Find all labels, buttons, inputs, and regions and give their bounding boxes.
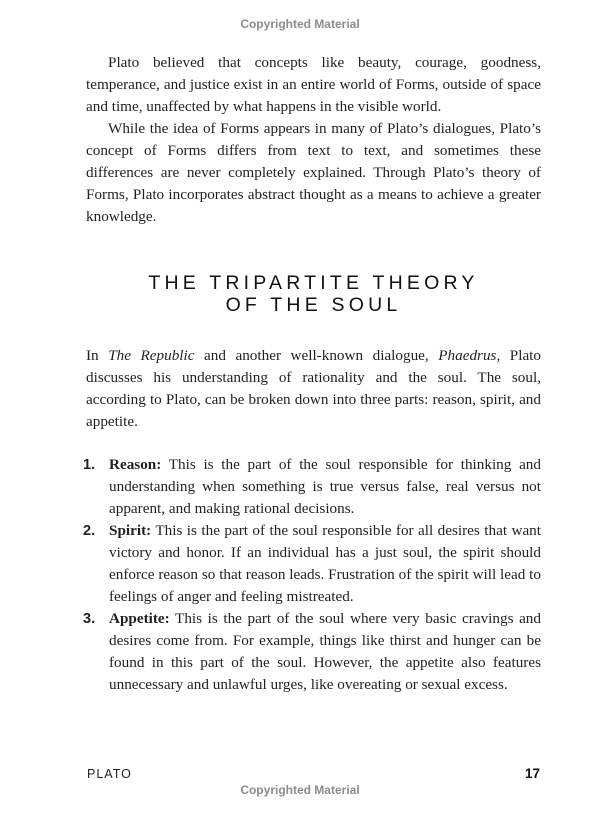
list-number: 2. — [83, 523, 96, 539]
paragraph-forms-concepts: Plato believed that concepts like beauty, courage, goodness, temperance, and justice exist in an entire world of Forms, outside of space and time, unaffected by what happens in the visible world. — [86, 54, 541, 115]
page-spacer — [0, 696, 600, 766]
page-body — [83, 52, 541, 696]
list-number: 1. — [83, 457, 96, 473]
list-term: Appetite: — [109, 610, 170, 627]
intro-text-3: Plato discusses his understanding of rationality and the soul. The soul, according to Plato, can be broken down into three parts: reason, spirit, and appetite. — [86, 347, 541, 430]
list-number: 3. — [83, 611, 96, 627]
list-term: Spirit: — [109, 522, 152, 539]
list-item-appetite — [83, 608, 541, 696]
paragraph-soul-intro — [86, 345, 541, 433]
list-text: This is the part of the soul responsible for thinking and understanding when something is true versus false, real versus not apparent, and making rational decisions. — [109, 456, 541, 517]
page-number: 17 — [524, 766, 540, 781]
page-footer — [0, 766, 600, 800]
list-item-spirit — [83, 520, 541, 608]
intro-text-2: and another well-known dialogue, — [194, 347, 439, 364]
title-the-republic: The Republic — [108, 347, 195, 364]
running-head: PLATO — [87, 767, 132, 781]
copyright-watermark-top: Copyrighted Material — [240, 17, 360, 31]
intro-text-1: In — [86, 347, 109, 364]
list-text: This is the part of the soul where very basic cravings and desires come from. For example, things like thirst and hunger can be found in this part of the soul. However, the appetite also features unnecessary and unlawful urges, like overeating or sexual excess. — [109, 610, 541, 693]
list-item-reason — [83, 454, 541, 520]
copyright-watermark-bottom: Copyrighted Material — [240, 783, 360, 797]
paragraph-forms-dialogues: While the idea of Forms appears in many of Plato’s dialogues, Plato’s concept of Forms differs from text to text, and sometimes these differences are never completely explained. Through Plato’s theory of Forms, Plato incorporates abstract thought as a means to achieve a greater knowledge. — [86, 120, 541, 225]
title-phaedrus: Phaedrus, — [438, 347, 501, 364]
list-text: This is the part of the soul responsible for all desires that want victory and honor. If an individual has a just soul, the spirit should enforce reason so that reason leads. Frustration of the spirit will lead to feelings of anger and feeling mistreated. — [109, 522, 541, 605]
soul-parts-list — [83, 454, 541, 696]
section-heading — [86, 272, 541, 316]
list-term: Reason: — [109, 456, 162, 473]
section-heading-line1: THE TRIPARTITE THEORY — [148, 272, 479, 294]
section-heading-line2: OF THE SOUL — [225, 294, 402, 316]
